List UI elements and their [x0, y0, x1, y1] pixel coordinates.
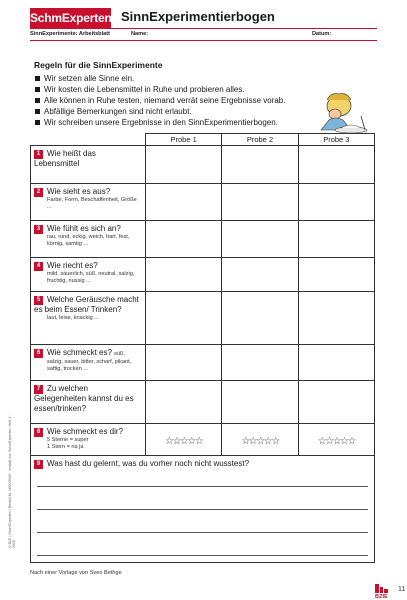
question-cell: [31, 381, 146, 424]
question-cell: [31, 345, 146, 381]
answer-cell[interactable]: [222, 381, 298, 424]
answer-cell[interactable]: [146, 146, 222, 184]
name-label: Name:: [131, 31, 149, 37]
question-hint: rau, rund, eckig, weich, hart, fest, körnig, samtig ...: [47, 234, 130, 247]
child-eating-illustration: [317, 86, 373, 136]
answer-cell[interactable]: [298, 345, 374, 381]
column-header: Probe 1: [146, 134, 222, 146]
question-text: Wie sieht es aus?: [47, 187, 111, 196]
answer-cell[interactable]: [222, 184, 298, 221]
answer-cell[interactable]: [146, 184, 222, 221]
row-number: 4: [34, 262, 43, 271]
table-row: [31, 146, 375, 184]
row-number: 5: [34, 296, 43, 305]
star-rating[interactable]: [222, 424, 298, 456]
page-number: 11: [398, 586, 406, 593]
row-number: 3: [34, 225, 43, 234]
answer-cell[interactable]: [298, 184, 374, 221]
column-header: Probe 3: [298, 134, 374, 146]
worksheet-label: SinnExperimente: Arbeitsblatt: [30, 31, 110, 37]
answer-cell[interactable]: [298, 221, 374, 258]
question-cell: [31, 146, 146, 184]
footer-credit: Nach einer Vorlage von Sveo Bethge: [30, 570, 122, 576]
question-text: Was hast du gelernt, was du vorher noch nicht wusstest?: [47, 459, 250, 468]
row-number: 8: [34, 428, 43, 437]
question-cell: [31, 292, 146, 345]
answer-cell[interactable]: [146, 221, 222, 258]
rule-item: Alle können in Ruhe testen, niemand verrät seine Ergebnisse vorab.: [34, 95, 324, 106]
question-hint: Farbe, Form, Beschaffenheit, Größe ...: [47, 197, 137, 210]
row-number: 2: [34, 188, 43, 197]
question-text: Welche Geräusche macht es beim Essen/ Trinken?: [34, 295, 139, 314]
table-row: [31, 258, 375, 292]
answer-cell[interactable]: [222, 345, 298, 381]
rules-title: Regeln für die SinnExperimente: [34, 60, 163, 70]
bzfe-label: BZfE: [375, 594, 388, 600]
star-icon-group[interactable]: ☆☆☆☆☆: [165, 435, 203, 447]
rules-list: [34, 73, 324, 128]
rule-item: Wir setzen alle Sinne ein.: [34, 73, 324, 84]
answer-cell[interactable]: [146, 258, 222, 292]
rule-item: Wir schreiben unsere Ergebnisse in den SinnExperimentierbogen.: [34, 117, 324, 128]
experiment-table: [30, 133, 375, 563]
question-hint: mild, säuerlich, süß, neutral, salzig, fruchtig, nussig ...: [47, 271, 135, 284]
question-text: Wie heißt das Lebensmittel: [34, 149, 96, 168]
corner-cell: [31, 134, 146, 146]
question-cell: [31, 424, 146, 456]
row-number: 6: [34, 349, 43, 358]
star-rating[interactable]: [146, 424, 222, 456]
page-title: SinnExperimentierbogen: [121, 9, 275, 24]
star-rating[interactable]: [298, 424, 374, 456]
meta-row: [30, 29, 377, 39]
rating-legend-top: 5 Sterne = super: [47, 437, 89, 443]
question-cell: [31, 221, 146, 258]
table-row: [31, 424, 375, 456]
rule-item: Abfällige Bemerkungen sind nicht erlaubt.: [34, 106, 324, 117]
table-row: [31, 381, 375, 424]
answer-cell[interactable]: [222, 292, 298, 345]
answer-cell[interactable]: [298, 258, 374, 292]
question-hint-inline: süß,: [114, 351, 126, 357]
answer-cell[interactable]: [146, 292, 222, 345]
table-row: [31, 221, 375, 258]
question-text: Zu welchen Gelegenheiten kannst du es essen/trinken?: [34, 384, 134, 413]
row-number: 1: [34, 150, 43, 159]
writing-line[interactable]: [37, 555, 368, 556]
answer-cell[interactable]: [222, 221, 298, 258]
table-row: [31, 456, 375, 563]
table-row: [31, 292, 375, 345]
rating-legend-bottom: 1 Stern = na ja: [47, 444, 84, 450]
row-number: 7: [34, 385, 43, 394]
answer-cell[interactable]: [146, 345, 222, 381]
question-cell: [31, 258, 146, 292]
row-number: 9: [34, 460, 43, 469]
rule-item: Wir kosten die Lebensmittel in Ruhe und probieren alles.: [34, 84, 324, 95]
question-text: Wie schmeckt es?: [47, 348, 112, 357]
question-cell: [31, 184, 146, 221]
question-text: Wie riecht es?: [47, 261, 98, 270]
answer-cell[interactable]: [222, 258, 298, 292]
column-header: Probe 2: [222, 134, 298, 146]
answer-cell[interactable]: [146, 381, 222, 424]
question-text: Wie fühlt es sich an?: [47, 224, 121, 233]
star-icon-group[interactable]: ☆☆☆☆☆: [317, 435, 355, 447]
question-hint: laut, leise, knackig ...: [47, 315, 99, 321]
side-copyright: © BLE | SchmExperten | Bestell-Nr. 0000/2019 · erstellt von SchmExperten, Heft 1 · 2019: [8, 414, 17, 548]
answer-cell[interactable]: [298, 292, 374, 345]
answer-cell[interactable]: [222, 146, 298, 184]
date-label: Datum:: [312, 31, 332, 37]
question-hint: salzig, sauer, bitter, scharf, pikant, saftig, trocken ...: [47, 359, 132, 372]
bzfe-logo-icon: [375, 584, 388, 593]
star-icon-group[interactable]: ☆☆☆☆☆: [241, 435, 279, 447]
answer-cell[interactable]: [298, 146, 374, 184]
meta-rule: [30, 40, 377, 41]
table-row: [31, 184, 375, 221]
reflection-cell: [31, 456, 375, 563]
answer-cell[interactable]: [298, 381, 374, 424]
brand-logo: SchmExperten: [30, 8, 111, 28]
table-row: [31, 345, 375, 381]
question-text: Wie schmeckt es dir?: [47, 427, 124, 436]
